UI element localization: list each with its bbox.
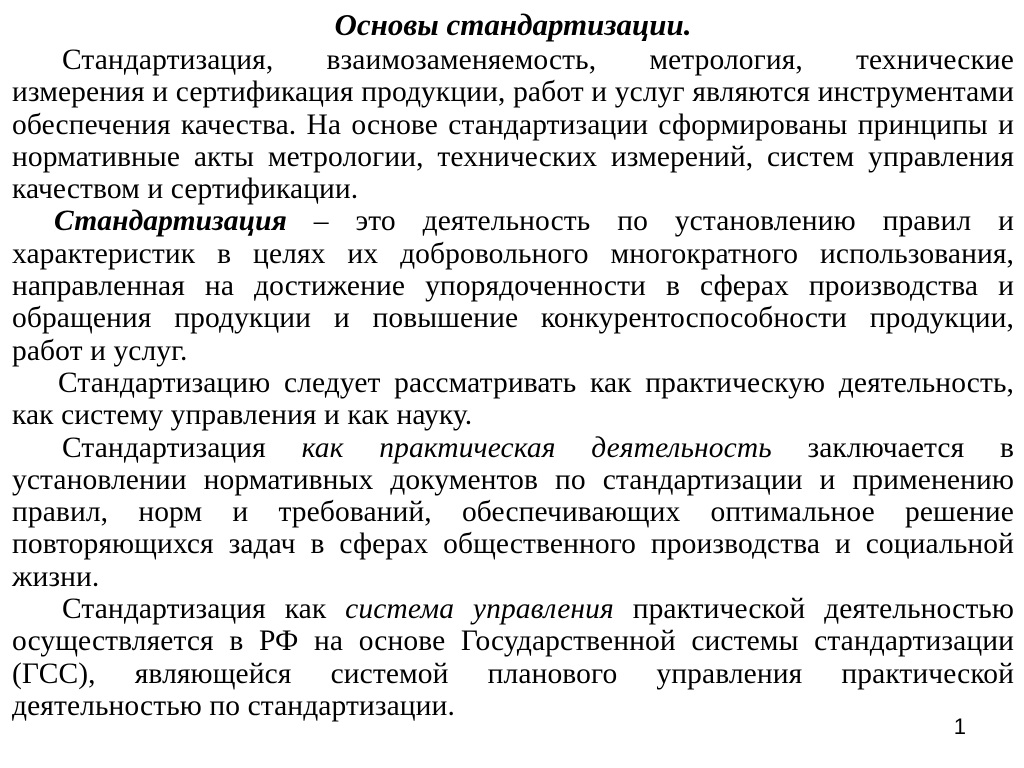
- paragraph-viewpoints: [12, 367, 1014, 432]
- management-emphasis: система управления: [345, 593, 614, 626]
- practice-emphasis: как практическая деятельность: [301, 431, 772, 464]
- page-title: Основы стандартизации.: [334, 7, 692, 42]
- definition-text: – это деятельность по установлению правил и характеристик в целях их добровольного многократного использования, направленная на достижение упорядоченности в сферах производства и обращения продукции и повышение конкурентоспособности продукции, работ и услуг.: [12, 205, 1014, 367]
- management-text: практической деятельностью осуществляется в РФ на основе Государственной системы стандартизации (ГСС), являющейся системой планового управления практической деятельностью по стандартизации.: [12, 593, 1015, 722]
- paragraph-intro: [12, 44, 1014, 205]
- slide: [12, 8, 1014, 760]
- management-lead: Стандартизация как: [62, 593, 346, 626]
- practice-text: заключается в установлении нормативных документов по стандартизации и применению правил, норм и требований, обеспечивающих оптимальное решение повторяющихся задач в сферах общественного производства и социальной жизни.: [12, 431, 1015, 593]
- paragraph-intro-text: Стандартизация, взаимозаменяемость, метрология, технические измерения и сертификация продукции, работ и услуг являются инструментами обеспечения качества. На основе стандартизации сформированы принципы и нормативные акты метрологии, технических измерений, систем управления качеством и сертификации.: [12, 44, 1014, 206]
- paragraph-practice: [12, 432, 1014, 593]
- practice-lead: Стандартизация: [62, 431, 302, 464]
- paragraph-management: [12, 593, 1014, 722]
- page-number: 1: [953, 714, 966, 739]
- paragraph-viewpoints-text: Стандартизацию следует рассматривать как практическую деятельность, как систему управления и как науку.: [12, 366, 1014, 432]
- paragraph-definition: [12, 205, 1014, 366]
- definition-term: Стандартизация: [54, 205, 287, 238]
